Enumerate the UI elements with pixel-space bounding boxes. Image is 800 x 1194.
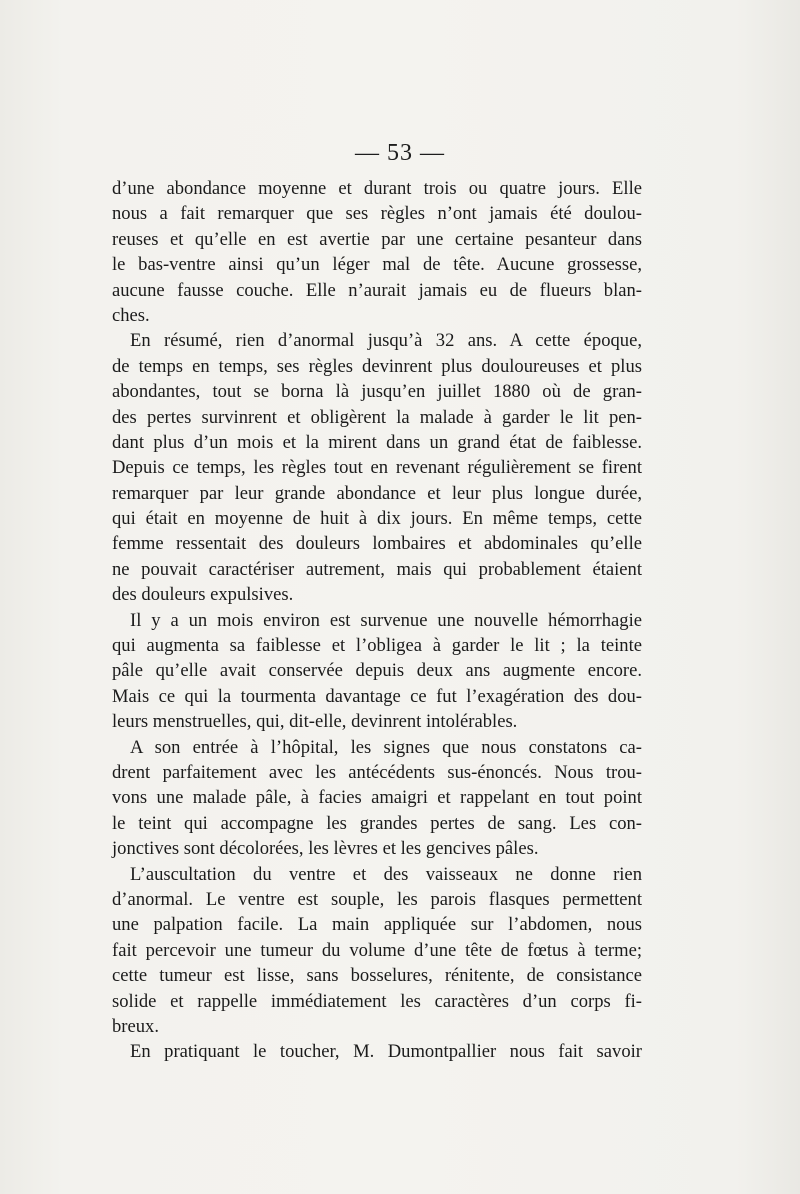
text-line: ches. (112, 304, 150, 326)
text-line: drent parfaitement avec les antécédents sus-énoncés. Nous trou- (112, 761, 642, 783)
text-line: abondantes, tout se borna là jusqu’en juillet 1880 où de gran- (112, 381, 642, 403)
text-line: femme ressentait des douleurs lombaires et abdominales qu’elle (112, 533, 642, 555)
text-line: cette tumeur est lisse, sans bosselures, rénitente, de consistance (112, 965, 642, 987)
text-line: des pertes survinrent et obligèrent la malade à garder le lit pen- (112, 406, 642, 428)
text-line: jonctives sont décolorées, les lèvres et les gencives pâles. (112, 838, 539, 860)
text-line: pâle qu’elle avait conservée depuis deux ans augmente encore. (112, 660, 642, 682)
text-line: fait percevoir une tumeur du volume d’une tête de fœtus à terme; (112, 939, 642, 961)
text-line: Depuis ce temps, les règles tout en revenant régulièrement se firent (112, 457, 642, 479)
text-line: Il y a un mois environ est survenue une nouvelle hémorrhagie (130, 609, 642, 631)
text-line: nous a fait remarquer que ses règles n’ont jamais été doulou- (112, 203, 642, 225)
text-line: d’anormal. Le ventre est souple, les parois flasques permettent (112, 888, 642, 910)
text-line: L’auscultation du ventre et des vaisseaux ne donne rien (130, 863, 642, 885)
text-line: remarquer par leur grande abondance et leur plus longue durée, (112, 482, 642, 504)
text-line: le bas-ventre ainsi qu’un léger mal de tête. Aucune grossesse, (112, 254, 642, 276)
text-line: de temps en temps, ses règles devinrent plus douloureuses et plus (112, 355, 642, 377)
text-line: leurs menstruelles, qui, dit-elle, devinrent intolérables. (112, 711, 518, 733)
text-line: A son entrée à l’hôpital, les signes que nous constatons ca- (130, 736, 642, 758)
text-line: ne pouvait caractériser autrement, mais qui probablement étaient (112, 558, 642, 580)
text-line: d’une abondance moyenne et durant trois ou quatre jours. Elle (112, 178, 642, 199)
text-line: reuses et qu’elle en est avertie par une certaine pesanteur dans (112, 228, 642, 250)
text-line: vons une malade pâle, à facies amaigri et rappelant en tout point (112, 787, 642, 809)
text-line: le teint qui accompagne les grandes pertes de sang. Les con- (112, 812, 642, 834)
text-line: En pratiquant le toucher, M. Dumontpallier nous fait savoir (130, 1041, 642, 1063)
text-line: qui était en moyenne de huit à dix jours. En même temps, cette (112, 508, 642, 530)
body-text (112, 176, 642, 1065)
text-line: des douleurs expulsives. (112, 584, 294, 606)
page-number: — 53 — (355, 140, 445, 166)
text-line: dant plus d’un mois et la mirent dans un grand état de faiblesse. (112, 431, 642, 453)
text-line: qui augmenta sa faiblesse et l’obligea à garder le lit ; la teinte (112, 635, 642, 657)
text-line: solide et rappelle immédiatement les caractères d’un corps fi- (112, 990, 642, 1012)
text-line: breux. (112, 1015, 159, 1037)
text-line: aucune fausse couche. Elle n’aurait jamais eu de flueurs blan- (112, 279, 642, 301)
text-line: En résumé, rien d’anormal jusqu’à 32 ans. A cette époque, (130, 330, 642, 352)
text-line: une palpation facile. La main appliquée sur l’abdomen, nous (112, 914, 642, 936)
text-line: Mais ce qui la tourmenta davantage ce fut l’exagération des dou- (112, 685, 642, 707)
